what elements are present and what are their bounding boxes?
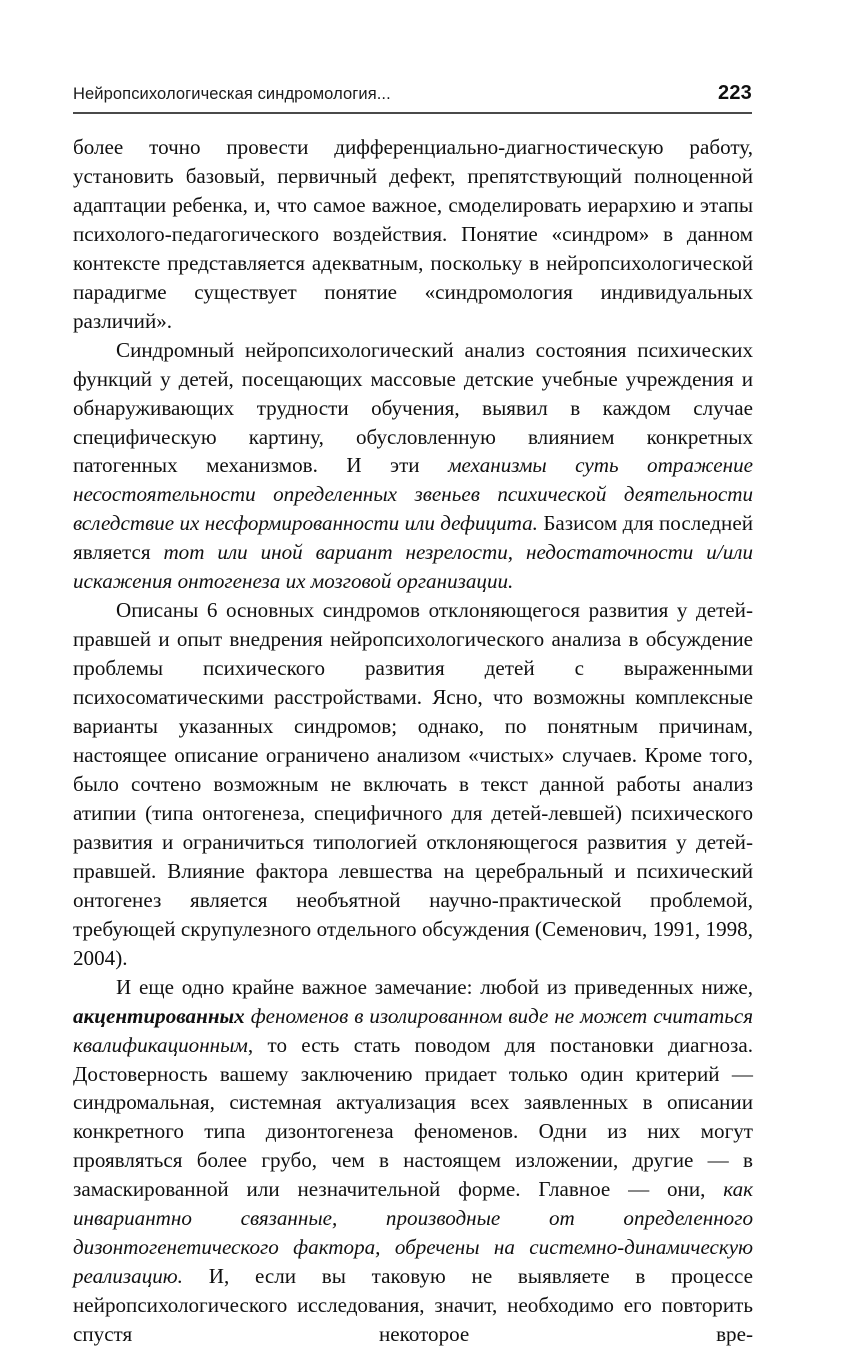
page-header: [73, 82, 752, 116]
text-run: , то есть стать поводом для постановки диагноза. Достоверность вашему заключению придает только один критерий — синдромальная, системная актуализация всех заявленных в описании конкретного типа дизонтогенеза феноменов. Одни из них могут проявляться более грубо, чем в настоящем изложении, другие — в замаскированной или незначительной форме. Главное — они,: [73, 1032, 753, 1202]
text-run: И еще одно крайне важное замечание: любой из приведенных ниже,: [116, 974, 753, 999]
text-run: И, если вы таковую не выявляете в процессе нейропсихологического исследования, значит, необходимо его повторить спустя некоторое вре-: [73, 1264, 753, 1347]
emphasis-bold-italic: акцентированных: [73, 1003, 245, 1028]
emphasis-italic: как инвариантно связанные, производные от определенного дизонтогенетического фактора, обречены на системно-динамическую реализацию.: [73, 1177, 753, 1289]
text-run: Описаны 6 основных синдромов отклоняющегося развития у детей-правшей и опыт внедрения нейропсихологического анализа в обсуждение проблемы психического развития детей с выраженными психосоматическими расстройствами. Ясно, что возможны комплексные варианты указанных синдромов; однако, по понятным причинам, настоящее описание ограничено анализом «чистых» случаев. Кроме того, было сочтено возможным не включать в текст данной работы анализ атипии (типа онтогенеза, специфичного для детей-левшей) психического развития и ограничиться типологией отклоняющегося развития у детей-правшей. Влияние фактора левшества на церебральный и психический онтогенез является необъятной научно-практической проблемой, требующей скрупулезного отдельного обсуждения (Семенович, 1991, 1998, 2004).: [73, 598, 753, 970]
emphasis-italic: тот или иной вариант незрелости, недостаточности и/или искажения онтогенеза их мозговой организации.: [73, 540, 753, 594]
header-row: [73, 82, 752, 105]
header-divider: [73, 112, 752, 114]
text-run: Синдромный нейропсихологический анализ состояния психических функций у детей, посещающих массовые детские учебные учреждения и обнаруживающих трудности обучения, выявил в каждом случае специфическую картину, обусловленную влиянием конкретных патогенных механизмов. И эти: [73, 337, 753, 478]
paragraph: [73, 596, 753, 972]
text-run: Базисом для последней является: [73, 511, 753, 565]
page-number: 223: [718, 82, 752, 104]
paragraph: [73, 973, 753, 1349]
body-text: [73, 133, 753, 1349]
paragraph: [73, 336, 753, 597]
running-head: Нейропсихологическая синдромология...: [73, 85, 391, 103]
text-run: более точно провести дифференциально-диагностическую работу, установить базовый, первичный дефект, препятствующий полноценной адаптации ребенка, и, что самое важное, смоделировать иерархию и этапы психолого-педагогического воздействия. Понятие «синдром» в данном контексте представляется адекватным, поскольку в нейропсихологической парадигме существует понятие «синдромология индивидуальных различий».: [73, 135, 753, 333]
emphasis-italic: феноменов в изолированном виде не может считаться квалификационным: [73, 1003, 753, 1057]
paragraph: [73, 133, 753, 336]
emphasis-italic: механизмы суть отражение несостоятельности определенных звеньев психической деятельности вследствие их несформированности или дефицита.: [73, 453, 753, 536]
